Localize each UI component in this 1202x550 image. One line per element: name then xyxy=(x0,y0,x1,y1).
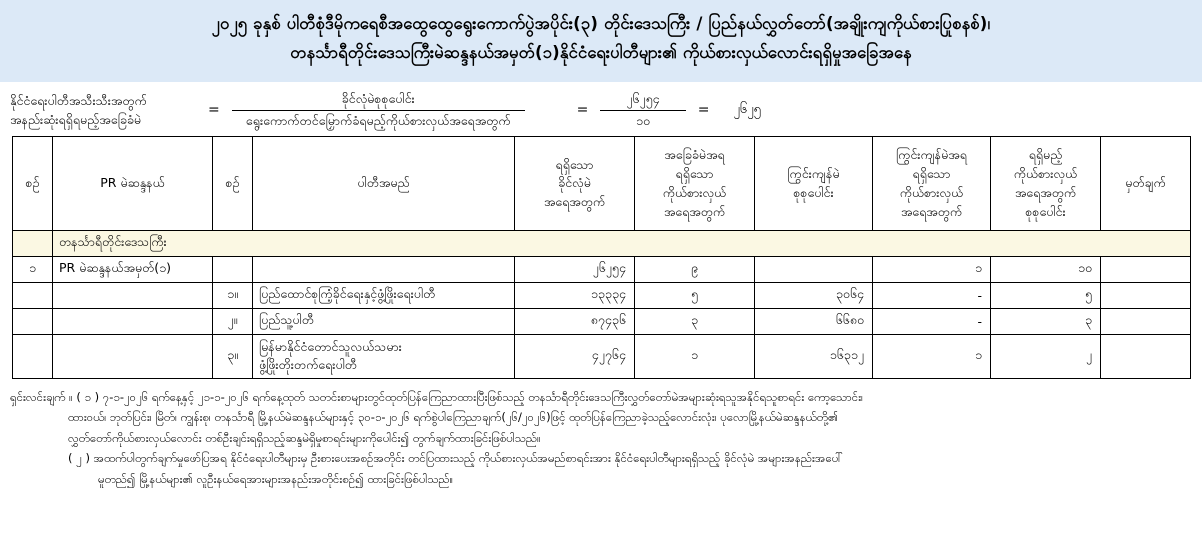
formula-fraction-1 xyxy=(232,90,525,131)
footnote-2-line-1: ( ၂ ) အထက်ပါတွက်ချက်မှုဖော်ပြအရ နိုင်ငံရေးပါတီများမှ ဦးစားပေးအစဉ်အတိုင်း တင်ပြထားသည့် ကိုယ်စားလှယ်အမည်စာရင်းအား နိုင်ငံရေးပါတီများရရှိသည့် ခိုင်လုံမဲ အများအနည်းအပေါ် xyxy=(68,451,844,466)
table-row xyxy=(13,335,1191,378)
row-remark xyxy=(1101,283,1191,309)
row-total-seats: ၂ xyxy=(991,335,1101,378)
formula-equals-3: = xyxy=(697,102,710,118)
footnote-2-line-2: မူတည်၍ မြို့နယ်များ၏ လူဦးနယ်ရေအားများအနည်းအတိုင်းစဉ်၍ ထားခြင်းဖြစ်ပါသည်။ xyxy=(98,472,454,486)
total-remainder-seats: ၁ xyxy=(873,257,991,283)
row-base-seats: ၃ xyxy=(635,309,755,335)
row-remainder-votes: ၁၆၃၁၂ xyxy=(755,335,873,378)
title-line-2: တနင်္သာရီတိုင်းဒေသကြီးမဲဆန္ဒနယ်အမှတ်(၁)နိုင်ငံရေးပါတီများ၏ ကိုယ်စားလှယ်လောင်းရရှိမှုအခြေအနေ xyxy=(290,42,912,62)
row-party-name-line-1: မြန်မာနိုင်ငံတောင်သူလယ်သမား xyxy=(259,339,402,355)
results-table xyxy=(12,136,1191,378)
footnote-label: ရှင်းလင်းချက် ။ xyxy=(10,389,73,404)
total-party xyxy=(253,257,515,283)
col-header-remark: မှတ်ချက် xyxy=(1101,137,1191,231)
footnote-1-line-3: လွှတ်တော်ကိုယ်စားလှယ်လောင်း တစ်ဦးချင်းရရှိသည့်ဆန္ဒမဲရှိမှုစာရင်းများကိုပေါင်း၍ တွက်ချက်ထားခြင်းဖြစ်ပါသည်။ xyxy=(68,430,541,445)
row-constituency-blank xyxy=(53,283,213,309)
row-remark xyxy=(1101,335,1191,378)
table-row-region xyxy=(13,231,1191,257)
formula-block xyxy=(0,82,1202,137)
table-row xyxy=(13,283,1191,309)
formula-label-line-1: နိုင်ငံရေးပါတီအသီးသီးအတွက် xyxy=(10,92,147,108)
row-valid-votes: ၈၇၄၃၆ xyxy=(515,309,635,335)
row-valid-votes: ၁၃၃၃၄ xyxy=(515,283,635,309)
row-party-name: ပြည်သူ့ပါတီ xyxy=(253,309,515,335)
footnote-label-and-1a xyxy=(10,388,1192,407)
col-header-total-seats: ရရှိမည့် ကိုယ်စားလှယ် အရေအတွက် စုစုပေါင်း xyxy=(991,137,1101,231)
formula-numerator-2: ၂၆၂၅၄ xyxy=(626,90,660,106)
col-header-party-name: ပါတီအမည် xyxy=(253,137,515,231)
total-remainder-votes xyxy=(755,257,873,283)
col-header-remainder-votes: ကြွင်းကျန်မဲ စုစုပေါင်း xyxy=(755,137,873,231)
total-no: ၁ xyxy=(13,257,53,283)
row-total-seats: ၃ xyxy=(991,309,1101,335)
row-remainder-seats: - xyxy=(873,283,991,309)
row-party-name: ပြည်ထောင်စုကြံ့ခိုင်ရေးနှင့်ဖွံ့ဖြိုးရေးပါတီ xyxy=(253,283,515,309)
formula-denominator-2: ၁၀ xyxy=(600,110,685,131)
row-base-seats: ၁ xyxy=(635,335,755,378)
formula-fraction-2 xyxy=(600,90,685,131)
table-body xyxy=(13,231,1191,378)
row-base-seats: ၅ xyxy=(635,283,755,309)
total-remark xyxy=(1101,257,1191,283)
col-header-no: စဉ် xyxy=(13,137,53,231)
title-line-1: ၂၀၂၅ ခုနှစ် ပါတီစုံဒီမိုကရေစီအထွေထွေရွေးကောက်ပွဲအပိုင်း(၃) တိုင်းဒေသကြီး / ပြည်နယ်လွှတ်တော်(အချိုးကျကိုယ်စားပြုစနစ်)၊ xyxy=(211,14,991,33)
row-no-blank xyxy=(13,335,53,378)
row-party-name xyxy=(253,335,515,378)
row-sub-no: ၁။ xyxy=(213,283,253,309)
row-constituency-blank xyxy=(53,335,213,378)
row-no-blank xyxy=(13,309,53,335)
title-banner xyxy=(0,0,1202,82)
col-header-base-seats: အခြေခံမဲအရ ရရှိသော ကိုယ်စားလှယ် အရေအတွက် xyxy=(635,137,755,231)
formula-equals-1: = xyxy=(208,102,220,118)
row-remark xyxy=(1101,309,1191,335)
formula-equals-2: = xyxy=(576,102,589,118)
region-cell-no xyxy=(13,231,53,257)
total-valid-votes: ၂၆၂၅၄ xyxy=(515,257,635,283)
formula-numerator-1: ခိုင်လုံမဲစုစုပေါင်း xyxy=(341,90,415,106)
footnote-1-line-2: ထားဝယ်၊ ဘုတ်ပြင်း၊ မြိတ်၊ ကျွန်းစု၊ တနင်္သာရီ မြို့နယ်မဲဆန္ဒနယ်များနှင့် ၃၀-၁-၂၀၂၆ ရက်စွဲပါကြေညာချက်(၂၆/၂၀၂၆)ဖြင့် ထုတ်ပြန်ကြေညာခဲ့သည့်လောင်းလုံး၊ ပုလောမြို့နယ်မဲဆန္ဒနယ်တို့၏ xyxy=(68,410,839,425)
total-constituency: PR မဲဆန္ဒနယ်အမှတ်(၁) xyxy=(53,257,213,283)
row-remainder-seats: ၁ xyxy=(873,335,991,378)
table-row xyxy=(13,309,1191,335)
formula-label xyxy=(6,91,196,130)
row-sub-no: ၃။ xyxy=(213,335,253,378)
col-header-valid-votes: ရရှိသော ခိုင်လုံမဲ အရေအတွက် xyxy=(515,137,635,231)
row-remainder-seats: - xyxy=(873,309,991,335)
table-row-constituency-total xyxy=(13,257,1191,283)
row-no-blank xyxy=(13,283,53,309)
col-header-sub-no: စဉ် xyxy=(213,137,253,231)
row-party-name-line-2: ဖွံ့ဖြိုးတိုးတက်ရေးပါတီ xyxy=(259,357,357,373)
table-header xyxy=(13,137,1191,231)
total-base-seats: ၉ xyxy=(635,257,755,283)
formula-label-line-2: အနည်းဆုံးရရှိရမည့်အခြေခံမဲ xyxy=(10,112,142,127)
formula-denominator-1: ရွေးကောက်တင်မြှောက်ခံရမည့်ကိုယ်စားလှယ်အရေအတွက် xyxy=(232,110,525,131)
row-valid-votes: ၄၂၇၆၄ xyxy=(515,335,635,378)
footnotes xyxy=(10,388,1192,489)
formula-result: ၂၆၂၅ xyxy=(733,101,761,117)
total-total-seats: ၁၀ xyxy=(991,257,1101,283)
table-header-row xyxy=(13,137,1191,231)
row-remainder-votes: ၆၆၈၀ xyxy=(755,309,873,335)
col-header-pr-constituency: PR မဲဆန္ဒနယ် xyxy=(53,137,213,231)
col-header-remainder-seats: ကြွင်းကျန်မဲအရ ရရှိသော ကိုယ်စားလှယ် အရေအတွက် xyxy=(873,137,991,231)
row-remainder-votes: ၃၀၆၄ xyxy=(755,283,873,309)
row-sub-no: ၂။ xyxy=(213,309,253,335)
row-total-seats: ၅ xyxy=(991,283,1101,309)
total-sub-no xyxy=(213,257,253,283)
region-label: တနင်္သာရီတိုင်းဒေသကြီး xyxy=(53,231,1191,257)
row-constituency-blank xyxy=(53,309,213,335)
footnote-1-line-1: ( ၁ ) ၇-၁-၂၀၂၆ ရက်နေ့နှင့် ၂၁-၁-၂၀၂၆ ရက်နေ့ထုတ် သတင်းစာများတွင်ထုတ်ပြန်ကြေညာထားပြီးဖြစ်သည့် တနင်္သာရီတိုင်းဒေသကြီးလွှတ်တော်မဲအများဆုံးရသူအနိုင်ရသူစာရင်း ကော့သောင်း၊ xyxy=(76,389,863,404)
